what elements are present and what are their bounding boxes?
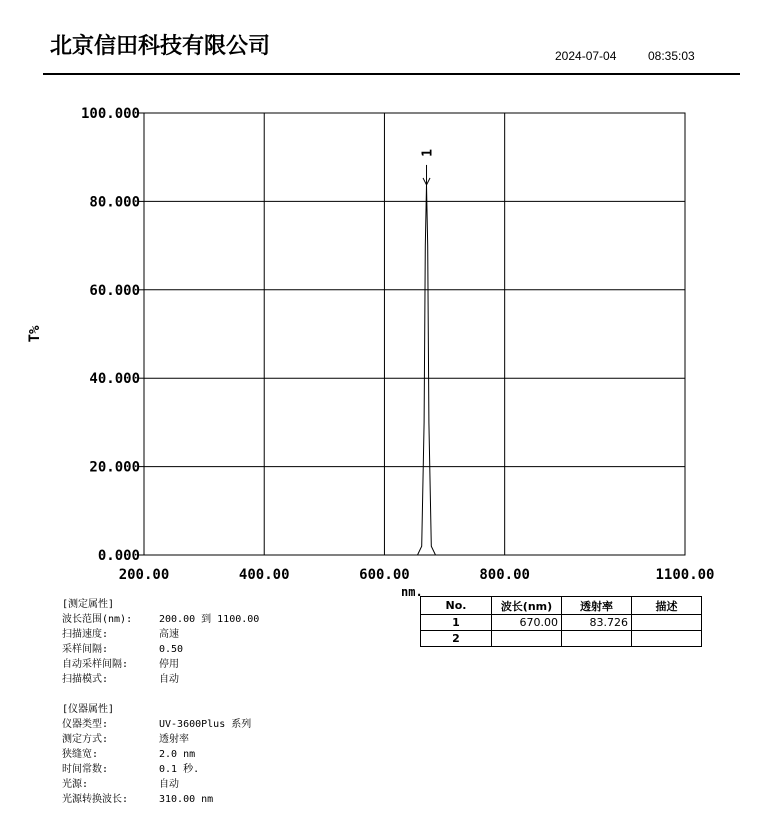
property-key: 测定方式: (62, 734, 109, 745)
x-tick-label: 200.00 (118, 567, 170, 583)
property-key: 光源: (62, 779, 89, 790)
property-value: 自动 (159, 779, 179, 790)
property-value: 0.50 (159, 644, 184, 655)
y-tick-labels (81, 106, 144, 564)
property-row (62, 717, 251, 732)
y-tick-label: 100.000 (80, 106, 140, 122)
property-value: UV-3600Plus 系列 (159, 719, 252, 730)
property-key: 波长范围(nm): (62, 614, 133, 625)
x-tick-label: 800.00 (479, 567, 530, 583)
cell-description (632, 631, 702, 647)
property-row (62, 732, 251, 747)
peak-table (420, 596, 702, 647)
table-row (421, 631, 702, 647)
x-axis-label: nm. (401, 585, 423, 599)
property-value: 停用 (159, 659, 179, 670)
property-value: 310.00 nm (159, 794, 214, 805)
section-title: [仪器属性] (62, 704, 115, 715)
property-key: 扫描模式: (62, 674, 109, 685)
cell-no: 2 (421, 631, 492, 647)
y-tick-label: 80.000 (89, 194, 140, 211)
y-axis-label: T% (27, 325, 43, 343)
x-tick-label: 1100.00 (655, 567, 715, 583)
property-row (62, 672, 259, 687)
cell-wavelength: 670.00 (492, 615, 562, 631)
header-no: No. (421, 597, 492, 615)
peak-table-header (421, 597, 702, 615)
property-row (62, 747, 251, 762)
cell-wavelength (492, 631, 562, 647)
property-row (62, 762, 251, 777)
measurement-properties (62, 597, 259, 687)
instrument-properties (62, 702, 251, 807)
property-row (62, 612, 259, 627)
property-value: 自动 (159, 674, 179, 685)
property-value: 高速 (159, 629, 179, 640)
property-key: 时间常数: (62, 764, 109, 775)
property-row (62, 642, 259, 657)
series-line (144, 185, 685, 555)
cell-no: 1 (421, 615, 492, 631)
y-tick-label: 20.000 (89, 459, 140, 476)
x-tick-labels (119, 567, 715, 583)
property-value: 透射率 (159, 734, 189, 745)
header-wavelength: 波长(nm) (492, 597, 562, 615)
property-value: 200.00 到 1100.00 (159, 614, 260, 625)
cell-transmittance (562, 631, 632, 647)
company-name: 北京信田科技有限公司 (50, 34, 271, 59)
property-row (62, 792, 251, 807)
property-value: 0.1 秒. (159, 764, 200, 775)
y-tick-label: 40.000 (89, 371, 140, 388)
property-key: 自动采样间隔: (62, 659, 129, 670)
property-row (62, 777, 251, 792)
report-time: 08:35:03 (648, 49, 695, 63)
y-tick-label: 0.000 (97, 548, 140, 564)
plot-frame (144, 113, 685, 555)
property-key: 仪器类型: (62, 719, 109, 730)
property-key: 狭缝宽: (62, 749, 99, 760)
cell-transmittance: 83.726 (562, 615, 632, 631)
section-title: [测定属性] (62, 599, 115, 610)
header-description: 描述 (632, 597, 702, 615)
property-key: 扫描速度: (62, 629, 109, 640)
header-transmittance: 透射率 (562, 597, 632, 615)
report-date: 2024-07-04 (555, 49, 617, 63)
table-row (421, 615, 702, 631)
x-tick-label: 400.00 (238, 567, 290, 583)
grid-lines (144, 113, 685, 555)
property-key: 光源转换波长: (62, 794, 129, 805)
peak-annotations (421, 149, 436, 185)
peak-label: 1 (420, 149, 436, 157)
property-row (62, 627, 259, 642)
property-row (62, 657, 259, 672)
property-value: 2.0 nm (159, 749, 196, 760)
cell-description (632, 615, 702, 631)
y-tick-label: 60.000 (89, 282, 140, 299)
x-tick-label: 600.00 (359, 567, 410, 583)
property-key: 采样间隔: (62, 644, 109, 655)
